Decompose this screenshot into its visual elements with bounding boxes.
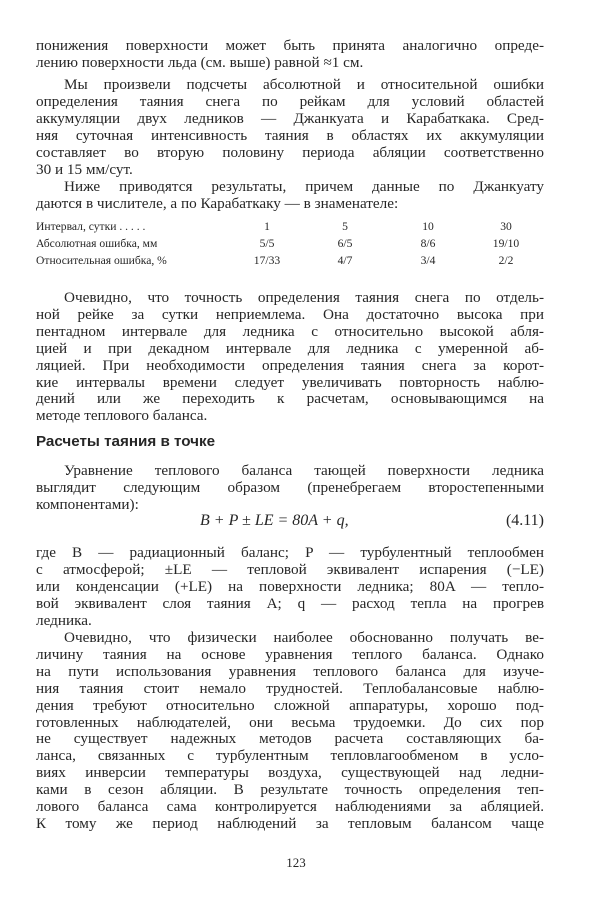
equation-body: B + P ± LE = 80A + q, (200, 512, 349, 529)
section-heading: Расчеты таяния в точке (36, 433, 216, 450)
text-line: ками в сезон абляции. В результате точность определения теп- (36, 781, 544, 799)
text-line: лового баланса сама контролируется наблюдениями за абляцией. (36, 798, 544, 816)
text-line: няя суточная интенсивность таяния в областях их аккумуляции (36, 126, 544, 144)
text-line: составляет во вторую половину периода абляции соответственно (36, 143, 544, 161)
table-row (36, 235, 544, 252)
table-row (36, 218, 544, 235)
text-line: выглядит следующим образом (пренебрегаем второстепенными (36, 478, 544, 496)
text-line: дений или же переходить к расчетам, основывающимся на (36, 390, 544, 408)
text-line: ния таяния стоит немало трудностей. Теплобалансовые наблю- (36, 679, 544, 697)
text-line: 30 и 15 мм/сут. (36, 160, 133, 178)
text-line: компонентами): (36, 495, 139, 513)
text-line: или конденсации (+LE) на поверхности ледника; 80A — тепло- (36, 577, 544, 595)
table-cell: 10 (422, 220, 434, 233)
row-label: Абсолютная ошибка, мм (36, 237, 158, 251)
text-line: К тому же период наблюдений за тепловым балансом чаще (36, 814, 544, 832)
paragraph-equation-intro (36, 463, 544, 514)
text-line: ляцией. При необходимости определения таяния снега за корот- (36, 356, 544, 374)
text-line: Мы произвели подсчеты абсолютной и относительной ошибки (64, 76, 544, 93)
text-line: пентадном интервале для ледника с относительно высокой абля- (36, 322, 544, 340)
paragraph-heat-balance-difficulties (36, 630, 544, 833)
paragraph-results-intro (36, 179, 544, 213)
text-line: на пути использования уравнения теплового баланса для изуче- (36, 662, 544, 680)
table-row (36, 252, 544, 269)
text-line: Ниже приводятся результаты, причем данные по Джанкуату (64, 178, 544, 195)
text-line: методе теплового баланса. (36, 407, 208, 425)
paragraph-equation-terms (36, 545, 544, 630)
table-cell: 1 (264, 220, 270, 233)
text-line: не существует надежных методов расчета составляющих ба- (36, 730, 544, 748)
table-cell: 2/2 (498, 254, 514, 268)
table-cell: 5 (342, 220, 348, 233)
error-table (36, 218, 544, 270)
text-line: дения требуют относительно сложной аппаратуры, хорошо под- (36, 696, 544, 714)
heat-balance-equation (36, 512, 544, 532)
text-line: аккумуляции двух ледников — Джанкуата и Карабаткака. Сред- (36, 109, 544, 127)
text-line: с атмосферой; ±LE — тепловой эквивалент испарения (−LE) (36, 560, 544, 578)
text-line: понижения поверхности может быть принята аналогично опреде- (36, 37, 544, 54)
text-line: виях инверсии температуры воздуха, существующей над ледни- (36, 764, 544, 782)
table-cell: 19/10 (492, 237, 520, 251)
table-cell: 5/5 (259, 237, 275, 251)
text-line: ной рейке за сутки неприемлема. Она достаточно высока при (36, 305, 544, 323)
table-cell: 6/5 (337, 237, 353, 251)
text-line: Очевидно, что точность определения таяния снега по отдель- (64, 289, 544, 306)
equation-number: (4.11) (505, 512, 544, 529)
table-cell: 17/33 (253, 254, 281, 268)
table-cell: 4/7 (337, 254, 353, 268)
text-line: ланса, связанных с турбулентным тепловлагообменом в усло- (36, 747, 544, 765)
page-number: 123 (286, 855, 306, 870)
paragraph-error-calculation (36, 77, 544, 178)
text-line: готовленных наблюдателей, они весьма трудоемки. До сих пор (36, 713, 544, 731)
text-line: Очевидно, что физически наиболее обоснованно получать ве- (64, 629, 544, 646)
table-cell: 8/6 (420, 237, 436, 251)
text-line: Уравнение теплового баланса тающей поверхности ледника (64, 462, 544, 479)
text-line: личину таяния на основе уравнения теплого баланса. Однако (36, 645, 544, 663)
text-line: где B — радиационный баланс; P — турбулентный теплообмен (36, 544, 544, 561)
row-label: Относительная ошибка, % (36, 254, 167, 268)
text-line: кие интервалы времени следует увеличивать повторность наблю- (36, 373, 544, 391)
text-line: даются в числителе, а по Карабаткаку — в знаменателе: (36, 194, 399, 212)
paragraph-continuation (36, 38, 544, 72)
paragraph-accuracy (36, 290, 544, 425)
text-line: вой эквивалент слоя таяния A; q — расход тепла на прогрев (36, 594, 544, 612)
text-line: цией и при декадном интервале для ледника с умеренной аб- (36, 339, 544, 357)
text-line: лению поверхности льда (см. выше) равной ≈1 см. (36, 53, 364, 71)
text-line: определения таяния снега по рейкам для условий областей (36, 92, 544, 110)
text-line: ледника. (36, 611, 92, 629)
table-cell: 3/4 (420, 254, 436, 268)
row-label: Интервал, сутки . . . . . (36, 220, 146, 233)
table-cell: 30 (500, 220, 512, 233)
